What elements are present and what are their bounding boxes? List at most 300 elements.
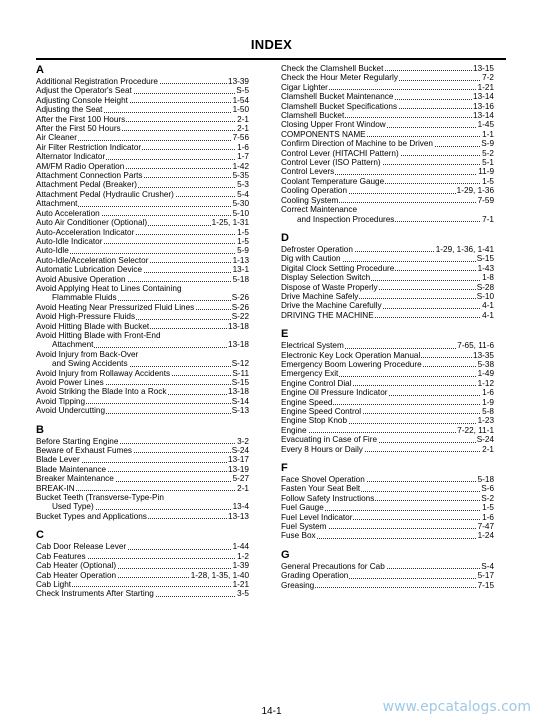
section-letter: C (36, 529, 44, 542)
entry-topic: Every 8 Hours or Daily (281, 444, 363, 454)
entry-topic: Avoid Heating Near Pressurized Fluid Lines (36, 302, 195, 312)
entry-page-ref: 1-50 (232, 105, 249, 115)
page-title: INDEX (250, 37, 293, 52)
entry-page-ref: 13-14 (473, 92, 494, 102)
entry-topic: Control Levers (281, 167, 335, 177)
entry-topic: COMPONENTS NAME (281, 129, 366, 139)
entry-page-ref: 1-13 (232, 255, 249, 265)
entry-topic: Emergency Exit (281, 369, 339, 379)
entry-topic: Engine Speed Control (281, 407, 362, 416)
index-entry[interactable] (36, 502, 249, 511)
entry-topic: Auto-Acceleration Indicator (36, 227, 135, 237)
entry-topic: Engine Stop Knob (281, 416, 348, 426)
entry-page-ref: 1-21 (232, 579, 249, 589)
index-section (281, 549, 494, 590)
index-entry[interactable] (36, 77, 249, 86)
index-entry[interactable] (36, 369, 249, 378)
entry-topic: Adjust the Operator's Seat (36, 86, 132, 96)
entry-topic: Cooling System (281, 195, 339, 205)
index-entry[interactable] (36, 350, 249, 359)
index-entry[interactable] (36, 303, 249, 312)
index-entry[interactable] (36, 246, 249, 255)
entry-page-ref: 13-17 (228, 455, 249, 465)
index-entry[interactable] (281, 484, 494, 493)
index-entry[interactable] (281, 360, 494, 369)
entry-topic: Avoid Abusive Operation (36, 274, 126, 284)
index-entry[interactable] (36, 115, 249, 124)
entry-topic: Greasing (281, 580, 315, 590)
index-entry[interactable] (36, 406, 249, 415)
entry-page-ref: 7-2 (482, 73, 494, 83)
entry-page-ref: 3-2 (237, 436, 249, 446)
entry-topic: After the First 100 Hours (36, 114, 126, 124)
index-entry[interactable] (36, 133, 249, 142)
entry-page-ref: 1-23 (477, 416, 494, 426)
index-entry[interactable] (281, 562, 494, 571)
entry-topic: Auto Air Conditioner (Optional) (36, 218, 148, 228)
index-entry[interactable] (281, 369, 494, 378)
index-entry[interactable] (281, 513, 494, 522)
entry-topic: Additional Registration Procedure (36, 77, 158, 86)
index-entry[interactable] (281, 311, 494, 320)
entry-topic: Dig with Caution (281, 254, 341, 264)
index-entry[interactable] (36, 237, 249, 246)
entry-topic: Fuse Box (281, 531, 316, 541)
entry-page-ref: 5-10 (232, 208, 249, 218)
entry-topic: Avoid Striking the Blade Into a Rock (36, 387, 167, 397)
index-entry[interactable] (36, 256, 249, 265)
section-letter: G (281, 548, 290, 561)
title-divider (36, 58, 506, 60)
entry-page-ref: 1-42 (232, 161, 249, 171)
entry-page-ref: 5-38 (477, 359, 494, 369)
index-entry[interactable] (36, 105, 249, 114)
index-entry[interactable] (36, 465, 249, 474)
entry-topic: Engine Control Dial (281, 378, 352, 388)
entry-topic: Dispose of Waste Properly (281, 282, 378, 292)
entry-topic: Cab Light (36, 579, 72, 589)
entry-page-ref: 13-19 (228, 464, 249, 474)
entry-topic: Cab Heater (Optional) (36, 561, 117, 571)
index-section (36, 424, 249, 522)
entry-topic: Check the Hour Meter Regularly (281, 73, 398, 83)
entry-topic: Adjusting Console Height (36, 95, 128, 105)
index-section (281, 232, 494, 320)
entry-topic: Correct Maintenance (281, 205, 357, 215)
index-entry[interactable] (281, 445, 494, 454)
index-entry[interactable] (281, 177, 494, 186)
entry-topic: Attachment Connection Parts (36, 171, 143, 181)
index-entry[interactable] (281, 186, 494, 195)
entry-topic: Engine (281, 425, 307, 435)
index-entry[interactable] (281, 83, 494, 92)
entry-page-ref: 1-45 (477, 120, 494, 130)
entry-page-ref: 2-1 (482, 444, 494, 454)
entry-topic: Avoid High-Pressure Fluids (36, 312, 136, 322)
entry-topic: Air Cleaner (36, 133, 77, 143)
index-entry[interactable] (36, 312, 249, 321)
entry-page-ref: 13-35 (473, 350, 494, 360)
entry-page-ref: 7-1 (482, 214, 494, 224)
entry-topic: Coolant Temperature Gauge (281, 176, 385, 186)
entry-topic: Cab Door Release Lever (36, 542, 127, 552)
entry-page-ref: 5-1 (482, 158, 494, 168)
entry-page-ref: 13-1 (232, 265, 249, 275)
index-entry[interactable] (281, 301, 494, 310)
entry-page-ref: 13-13 (228, 511, 249, 521)
entry-topic: Auto Acceleration (36, 208, 100, 218)
index-entry[interactable] (281, 245, 494, 254)
entry-topic: Flammable Fluids (52, 293, 117, 303)
entry-page-ref: 1-5 (237, 236, 249, 246)
entry-page-ref: 1-24 (477, 531, 494, 541)
section-letter: B (36, 423, 44, 436)
index-entry[interactable] (36, 589, 249, 598)
index-entry[interactable] (281, 92, 494, 101)
entry-topic: Clamshell Bucket Specifications (281, 101, 398, 111)
index-entry[interactable] (36, 561, 249, 570)
entry-page-ref: 7-15 (477, 580, 494, 590)
entry-topic: Cooling Operation (281, 186, 347, 196)
entry-topic: Avoid Injury from Back-Over (36, 349, 139, 359)
entry-page-ref: 1-5 (237, 227, 249, 237)
section-letter: E (281, 328, 289, 341)
entry-page-ref: 7-59 (477, 195, 494, 205)
entry-page-ref: S-15 (476, 254, 494, 264)
entry-topic: Air Filter Restriction Indicator (36, 142, 142, 152)
entry-page-ref: 7-22, 11-1 (457, 425, 494, 435)
entry-page-ref: S-24 (231, 446, 249, 456)
entry-page-ref: S-2 (481, 493, 494, 503)
index-entry[interactable] (281, 435, 494, 444)
index-entry[interactable] (281, 205, 494, 214)
section-letter: A (36, 64, 44, 76)
index-entry[interactable] (281, 581, 494, 590)
entry-page-ref: S-15 (231, 378, 249, 387)
entry-topic: Breaker Maintenance (36, 474, 114, 484)
index-entry[interactable] (281, 379, 494, 388)
index-entry[interactable] (281, 196, 494, 205)
entry-topic: Attachment Pedal (Breaker) (36, 180, 138, 190)
index-entry[interactable] (281, 407, 494, 416)
index-entry[interactable] (36, 180, 249, 189)
index-entry[interactable] (281, 351, 494, 360)
entry-page-ref: S-26 (231, 302, 249, 312)
entry-topic: Attachment (36, 199, 78, 209)
entry-page-ref: 11-9 (478, 167, 494, 177)
entry-topic: Defroster Operation (281, 244, 353, 254)
index-entry[interactable] (281, 531, 494, 540)
index-entry[interactable] (281, 167, 494, 176)
entry-topic: Attachment Pedal (Hydraulic Crusher) (36, 189, 174, 199)
index-entry[interactable] (36, 322, 249, 331)
index-section (281, 462, 494, 541)
index-entry[interactable] (36, 512, 249, 521)
entry-page-ref: S-9 (481, 139, 494, 149)
section-letter: D (281, 231, 289, 244)
index-entry[interactable] (281, 503, 494, 512)
entry-page-ref: S-13 (231, 406, 249, 416)
index-entry[interactable] (281, 254, 494, 263)
entry-topic: Avoid Hitting Blade with Front-End (36, 330, 161, 340)
entry-topic: Clamshell Bucket (281, 111, 345, 121)
index-entry[interactable] (36, 218, 249, 227)
index-entry[interactable] (36, 96, 249, 105)
index-entry[interactable] (281, 398, 494, 407)
entry-topic: Emergency Boom Lowering Procedure (281, 359, 422, 369)
entry-topic: AM/FM Radio Operation (36, 161, 125, 171)
entry-topic: Engine Oil Pressure Indicator (281, 388, 388, 398)
entry-topic: Control Lever (ISO Pattern) (281, 158, 381, 168)
index-entry[interactable] (281, 571, 494, 580)
entry-page-ref: 1-49 (477, 369, 494, 379)
entry-topic: and Inspection Procedures (297, 214, 395, 224)
entry-topic: Avoid Power Lines (36, 378, 104, 387)
entry-page-ref: S-26 (231, 293, 249, 303)
entry-page-ref: 1-9 (482, 397, 494, 407)
entry-topic: Control Lever (HITACHI Pattern) (281, 148, 399, 158)
entry-page-ref: 1-29, 1-36, 1-41 (435, 244, 494, 254)
index-entry[interactable] (36, 359, 249, 368)
entry-topic: Clamshell Bucket Maintenance (281, 92, 394, 102)
index-entry[interactable] (281, 64, 494, 73)
index-column-right (281, 64, 494, 598)
index-column-left (36, 64, 249, 607)
entry-topic: Grading Operation (281, 571, 349, 581)
entry-page-ref: 7-47 (477, 522, 494, 532)
entry-topic: Display Selection Switch (281, 273, 371, 283)
entry-page-ref: 13-18 (228, 340, 249, 350)
entry-topic: Bucket Teeth (Transverse-Type-Pin (36, 493, 164, 503)
index-entry[interactable] (36, 199, 249, 208)
entry-topic: Avoid Applying Heat to Lines Containing (36, 283, 182, 293)
entry-page-ref: 5-3 (237, 180, 249, 190)
entry-topic: After the First 50 Hours (36, 124, 121, 134)
entry-page-ref: 2-1 (237, 114, 249, 124)
entry-topic: Cab Heater Operation (36, 570, 117, 580)
entry-topic: Fuel System (281, 522, 327, 532)
entry-topic: BREAK-IN (36, 483, 75, 493)
index-entry[interactable] (36, 190, 249, 199)
entry-page-ref: 1-5 (482, 176, 494, 186)
entry-topic: Cigar Lighter (281, 82, 328, 92)
index-entry[interactable] (281, 149, 494, 158)
index-entry[interactable] (36, 474, 249, 483)
entry-page-ref: 1-43 (477, 263, 494, 273)
entry-page-ref: 1-1 (482, 129, 494, 139)
entry-page-ref: 1-25, 1-31 (211, 218, 249, 228)
entry-topic: Bucket Types and Applications (36, 511, 147, 521)
index-entry[interactable] (281, 341, 494, 350)
entry-topic: Fasten Your Seat Belt (281, 484, 361, 494)
entry-topic: Attachment (52, 340, 94, 350)
entry-page-ref: 7-56 (232, 133, 249, 143)
entry-page-ref: 1-6 (482, 512, 494, 522)
entry-topic: Check Instruments After Starting (36, 589, 154, 599)
index-entry[interactable] (36, 265, 249, 274)
entry-page-ref: 1-5 (482, 503, 494, 513)
index-entry[interactable] (36, 378, 249, 387)
entry-page-ref: 1-8 (482, 273, 494, 283)
entry-page-ref: 4-1 (482, 301, 494, 311)
entry-topic: Before Starting Engine (36, 436, 119, 446)
index-entry[interactable] (281, 130, 494, 139)
entry-topic: Engine Speed (281, 397, 333, 407)
entry-topic: Digital Clock Setting Procedure (281, 263, 395, 273)
entry-topic: Drive the Machine Carefully (281, 301, 382, 311)
index-section (36, 64, 249, 416)
entry-page-ref: 13-15 (473, 64, 494, 73)
entry-topic: Fuel Level Indicator (281, 512, 353, 522)
entry-topic: Fuel Gauge (281, 503, 324, 513)
index-entry[interactable] (36, 143, 249, 152)
index-entry[interactable] (36, 293, 249, 302)
index-entry[interactable] (36, 209, 249, 218)
index-entry[interactable] (36, 152, 249, 161)
entry-topic: Automatic Lubrication Device (36, 265, 143, 275)
section-letter: F (281, 462, 288, 475)
entry-page-ref: 13-18 (228, 321, 249, 331)
entry-topic: Avoid Tipping (36, 396, 86, 406)
entry-topic: Blade Lever (36, 455, 80, 465)
entry-page-ref: S-4 (481, 561, 494, 571)
entry-page-ref: 2-1 (237, 124, 249, 134)
index-entry[interactable] (281, 120, 494, 129)
entry-page-ref: S-6 (481, 484, 494, 494)
entry-page-ref: S-14 (231, 396, 249, 406)
entry-page-ref: 5-8 (482, 407, 494, 416)
index-entry[interactable] (36, 580, 249, 589)
index-entry[interactable] (36, 387, 249, 396)
entry-page-ref: 1-7 (237, 152, 249, 162)
index-entry[interactable] (281, 292, 494, 301)
entry-topic: Beware of Exhaust Fumes (36, 446, 133, 456)
entry-page-ref: 1-39 (232, 561, 249, 571)
entry-topic: Closing Upper Front Window (281, 120, 386, 130)
entry-page-ref: 5-35 (232, 171, 249, 181)
entry-topic: Confirm Direction of Machine to be Driven (281, 139, 433, 149)
entry-page-ref: 1-12 (477, 378, 494, 388)
entry-page-ref: S-22 (231, 312, 249, 322)
index-entry[interactable] (36, 397, 249, 406)
entry-topic: Auto-Idle/Acceleration Selector (36, 255, 149, 265)
entry-page-ref: S-11 (232, 368, 249, 378)
index-entry[interactable] (281, 494, 494, 503)
entry-page-ref: S-24 (476, 435, 494, 445)
entry-topic: Blade Maintenance (36, 464, 107, 474)
index-entry[interactable] (36, 86, 249, 95)
index-entry[interactable] (36, 340, 249, 349)
entry-topic: General Precautions for Cab (281, 561, 385, 571)
entry-page-ref: 5-18 (477, 475, 494, 485)
index-entry[interactable] (281, 426, 494, 435)
entry-page-ref: 5-2 (482, 148, 494, 158)
entry-page-ref: 1-28, 1-35, 1-40 (190, 570, 249, 580)
entry-topic: Auto-Idle (36, 246, 69, 256)
entry-page-ref: 1-44 (232, 542, 249, 552)
index-entry[interactable] (281, 388, 494, 397)
index-entry[interactable] (36, 228, 249, 237)
index-entry[interactable] (36, 437, 249, 446)
entry-page-ref: 5-27 (232, 474, 249, 484)
index-entry[interactable] (281, 215, 494, 224)
entry-page-ref: 13-16 (473, 101, 494, 111)
index-section (281, 64, 494, 224)
entry-page-ref: 13-39 (228, 77, 249, 86)
index-section (281, 328, 494, 454)
entry-topic: Alternator Indicator (36, 152, 106, 162)
entry-page-ref: 13-4 (232, 502, 249, 512)
entry-page-ref: 1-6 (482, 388, 494, 398)
entry-topic: Used Type) (52, 502, 94, 512)
entry-topic: Avoid Injury from Rollaway Accidents (36, 368, 171, 378)
entry-page-ref: 5-9 (237, 246, 249, 256)
entry-topic: and Swing Accidents (52, 359, 128, 369)
page-number: 14-1 (261, 706, 282, 717)
entry-page-ref: 4-1 (482, 310, 494, 320)
index-entry[interactable] (36, 162, 249, 171)
entry-topic: Avoid Hitting Blade with Bucket (36, 321, 150, 331)
index-entry[interactable] (36, 275, 249, 284)
entry-page-ref: 1-21 (477, 82, 494, 92)
entry-topic: Electrical System (281, 341, 344, 351)
entry-page-ref: 5-18 (232, 274, 249, 284)
entry-page-ref: 1-6 (237, 142, 249, 152)
index-entry[interactable] (36, 331, 249, 340)
index-entry[interactable] (36, 542, 249, 551)
entry-page-ref: 1-54 (232, 95, 249, 105)
entry-page-ref: 3-5 (237, 589, 249, 599)
index-entry[interactable] (281, 283, 494, 292)
entry-topic: Evacuating in Case of Fire (281, 435, 378, 445)
entry-page-ref: 7-65, 11-6 (457, 341, 494, 351)
index-entry[interactable] (281, 73, 494, 82)
index-entry[interactable] (281, 102, 494, 111)
entry-page-ref: 5-17 (477, 571, 494, 581)
index-entry[interactable] (36, 484, 249, 493)
entry-topic: Check the Clamshell Bucket (281, 64, 384, 73)
entry-page-ref: 1-2 (237, 551, 249, 561)
index-section (36, 529, 249, 598)
entry-topic: Face Shovel Operation (281, 475, 365, 485)
entry-page-ref: S-28 (476, 282, 494, 292)
entry-page-ref: 13-14 (473, 111, 494, 121)
entry-page-ref: S-10 (476, 291, 494, 301)
entry-page-ref: 5-4 (237, 189, 249, 199)
entry-page-ref: S-12 (231, 359, 249, 369)
entry-page-ref: 1-29, 1-36 (456, 186, 494, 196)
entry-topic: Electronic Key Lock Operation Manual (281, 350, 421, 360)
index-entry[interactable] (36, 571, 249, 580)
index-entry[interactable] (36, 284, 249, 293)
entry-topic: DRIVING THE MACHINE (281, 310, 374, 320)
entry-topic: Drive Machine Safely (281, 291, 359, 301)
index-entry[interactable] (281, 416, 494, 425)
entry-topic: Cab Features (36, 551, 86, 561)
entry-page-ref: 2-1 (237, 483, 249, 493)
index-entry[interactable] (36, 552, 249, 561)
entry-page-ref: 5-30 (232, 199, 249, 209)
index-entry[interactable] (281, 273, 494, 282)
entry-page-ref: 13-18 (228, 387, 249, 397)
index-entry[interactable] (36, 455, 249, 464)
entry-topic: Adjusting the Seat (36, 105, 103, 115)
entry-page-ref: S-5 (236, 86, 249, 96)
entry-topic: Avoid Undercutting (36, 406, 106, 416)
index-entry[interactable] (281, 139, 494, 148)
entry-topic: Auto-Idle Indicator (36, 236, 103, 246)
index-entry[interactable] (281, 264, 494, 273)
